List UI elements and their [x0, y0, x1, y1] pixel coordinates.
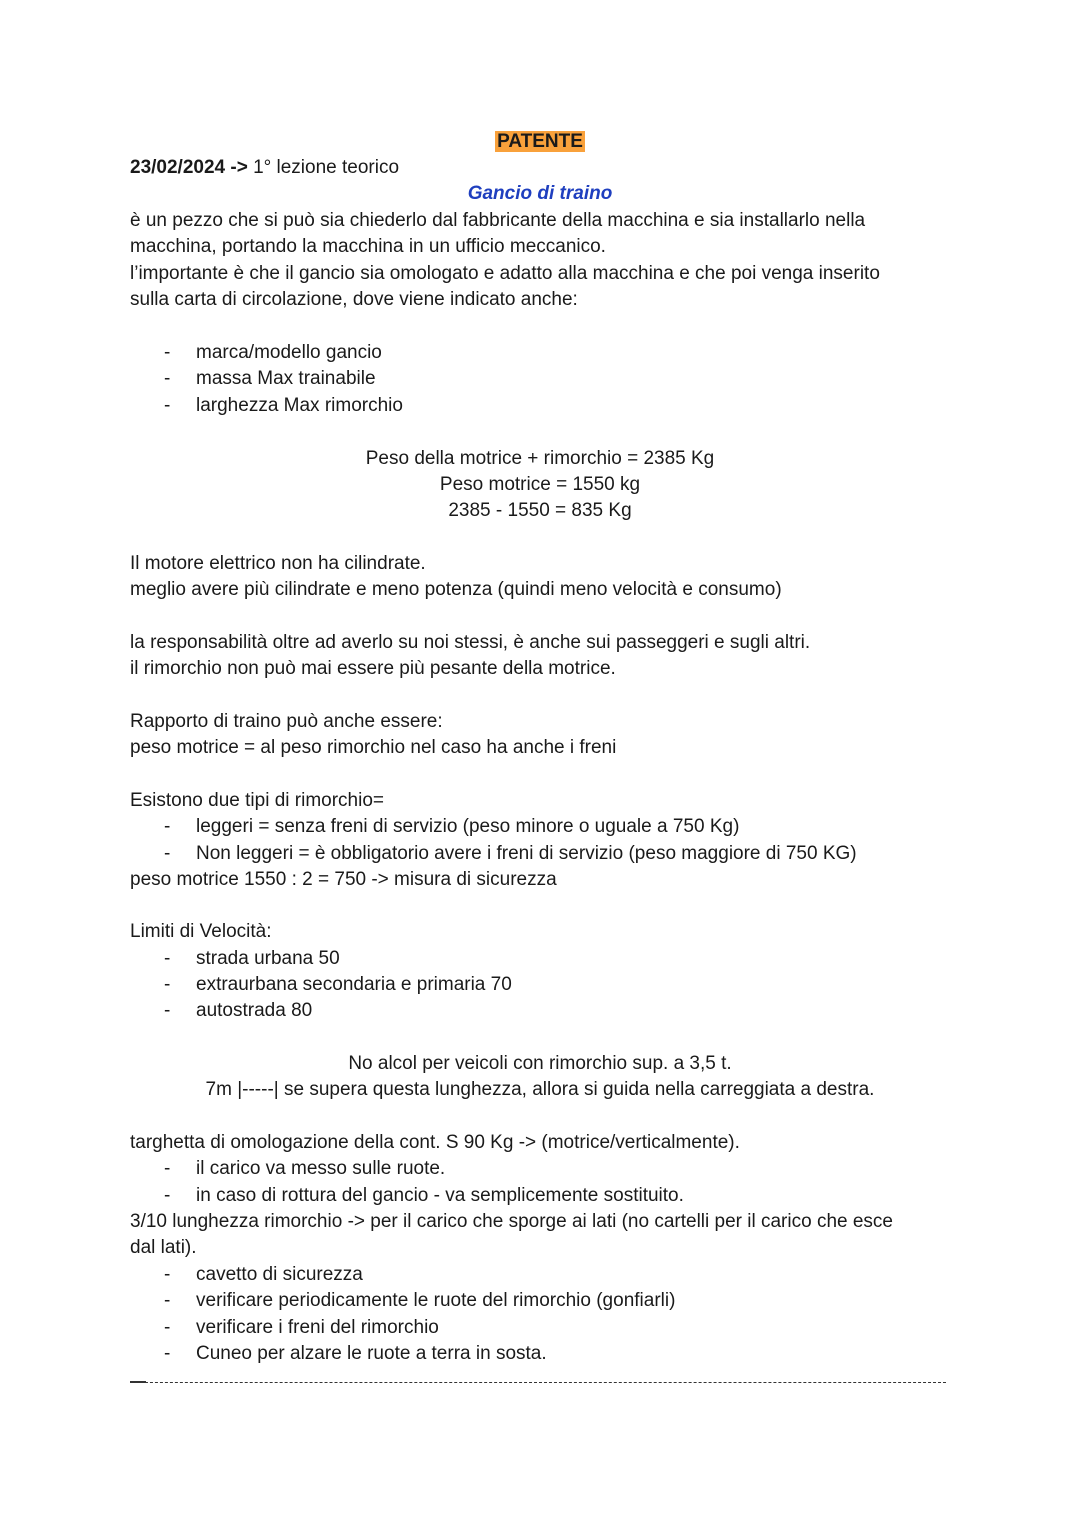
lesson-date: 23/02/2024 ->	[130, 157, 248, 178]
bullet-dash: -	[164, 395, 171, 416]
paragraph-line: dal lati).	[130, 1237, 197, 1258]
list-item	[164, 1341, 547, 1367]
list-item-text: extraurbana secondaria e primaria 70	[196, 974, 512, 995]
list-item-text: massa Max trainabile	[196, 368, 376, 389]
section-heading: Limiti di Velocità:	[130, 921, 272, 942]
list-item-text: in caso di rottura del gancio - va semplicemente sostituito.	[196, 1185, 684, 1206]
list-item-text: larghezza Max rimorchio	[196, 395, 403, 416]
list-item	[164, 1156, 445, 1182]
paragraph-line: Il motore elettrico non ha cilindrate.	[130, 553, 426, 574]
list-item-text: verificare periodicamente le ruote del rimorchio (gonfiarli)	[196, 1290, 676, 1311]
list-item	[164, 1262, 363, 1288]
list-item-text: strada urbana 50	[196, 948, 340, 969]
list-item	[164, 946, 340, 972]
bullet-dash: -	[164, 816, 171, 837]
bullet-dash: -	[164, 1343, 171, 1364]
paragraph-line: il rimorchio non può mai essere più pesante della motrice.	[130, 658, 616, 679]
date-line	[130, 155, 399, 181]
paragraph-line: peso motrice = al peso rimorchio nel caso ha anche i freni	[130, 737, 617, 758]
bullet-dash: -	[164, 1000, 171, 1021]
paragraph-line: l’importante è che il gancio sia omologato e adatto alla macchina e che poi venga inserito	[130, 263, 880, 284]
list-item	[164, 1183, 684, 1209]
bullet-dash: -	[164, 342, 171, 363]
list-item	[164, 972, 512, 998]
list-item-text: il carico va messo sulle ruote.	[196, 1158, 446, 1179]
formula-line: Peso della motrice + rimorchio = 2385 Kg	[365, 448, 715, 469]
paragraph-line: Rapporto di traino può anche essere:	[130, 711, 443, 732]
list-item	[164, 841, 857, 867]
formula-line: 2385 - 1550 = 835 Kg	[448, 500, 632, 521]
list-item	[164, 393, 403, 419]
bullet-dash: -	[164, 368, 171, 389]
formula-line: Peso motrice = 1550 kg	[439, 474, 641, 495]
bullet-dash: -	[164, 948, 171, 969]
title-highlight: PATENTE	[497, 131, 583, 152]
list-item-text: cavetto di sicurezza	[196, 1264, 363, 1285]
list-item	[164, 340, 382, 366]
list-item-text: Non leggeri = è obbligatorio avere i freni di servizio (peso maggiore di 750 KG)	[196, 843, 857, 864]
list-item-text: leggeri = senza freni di servizio (peso minore o uguale a 750 Kg)	[196, 816, 740, 837]
paragraph-line: peso motrice 1550 : 2 = 750 -> misura di sicurezza	[130, 869, 557, 890]
paragraph-line: targhetta di omologazione della cont. S 90 Kg -> (motrice/verticalmente).	[130, 1132, 740, 1153]
dashed-divider	[130, 1382, 946, 1383]
list-item	[164, 1315, 439, 1341]
subtitle-text: Gancio di traino	[467, 183, 613, 204]
bullet-dash: -	[164, 1185, 171, 1206]
bullet-dash: -	[164, 974, 171, 995]
list-item	[164, 998, 312, 1024]
document-title	[0, 129, 1080, 155]
paragraph-line: la responsabilità oltre ad averlo su noi stessi, è anche sui passeggeri e sugli altri.	[130, 632, 811, 653]
list-item	[164, 1288, 675, 1314]
bullet-dash: -	[164, 1290, 171, 1311]
paragraph-line: 3/10 lunghezza rimorchio -> per il carico che sporge ai lati (no cartelli per il carico che esce	[130, 1211, 893, 1232]
centered-note: No alcol per veicoli con rimorchio sup. a 3,5 t.	[348, 1053, 732, 1074]
section-heading: Esistono due tipi di rimorchio=	[130, 790, 384, 811]
list-item-text: Cuneo per alzare le ruote a terra in sosta.	[196, 1343, 547, 1364]
list-item-text: marca/modello gancio	[196, 342, 382, 363]
bullet-dash: -	[164, 843, 171, 864]
centered-note: 7m |-----| se supera questa lunghezza, allora si guida nella carreggiata a destra.	[205, 1079, 875, 1100]
bullet-dash: -	[164, 1264, 171, 1285]
paragraph-line: macchina, portando la macchina in un ufficio meccanico.	[130, 236, 606, 257]
bullet-dash: -	[164, 1158, 171, 1179]
list-item-text: verificare i freni del rimorchio	[196, 1317, 439, 1338]
lesson-label: 1° lezione teorico	[247, 157, 400, 178]
list-item	[164, 366, 376, 392]
list-item-text: autostrada 80	[196, 1000, 313, 1021]
bullet-dash: -	[164, 1317, 171, 1338]
section-subtitle	[0, 181, 1080, 207]
paragraph-line: è un pezzo che si può sia chiederlo dal fabbricante della macchina e sia installarlo nella	[130, 210, 866, 231]
paragraph-line: sulla carta di circolazione, dove viene indicato anche:	[130, 289, 578, 310]
list-item	[164, 814, 739, 840]
paragraph-line: meglio avere più cilindrate e meno potenza (quindi meno velocità e consumo)	[130, 579, 782, 600]
